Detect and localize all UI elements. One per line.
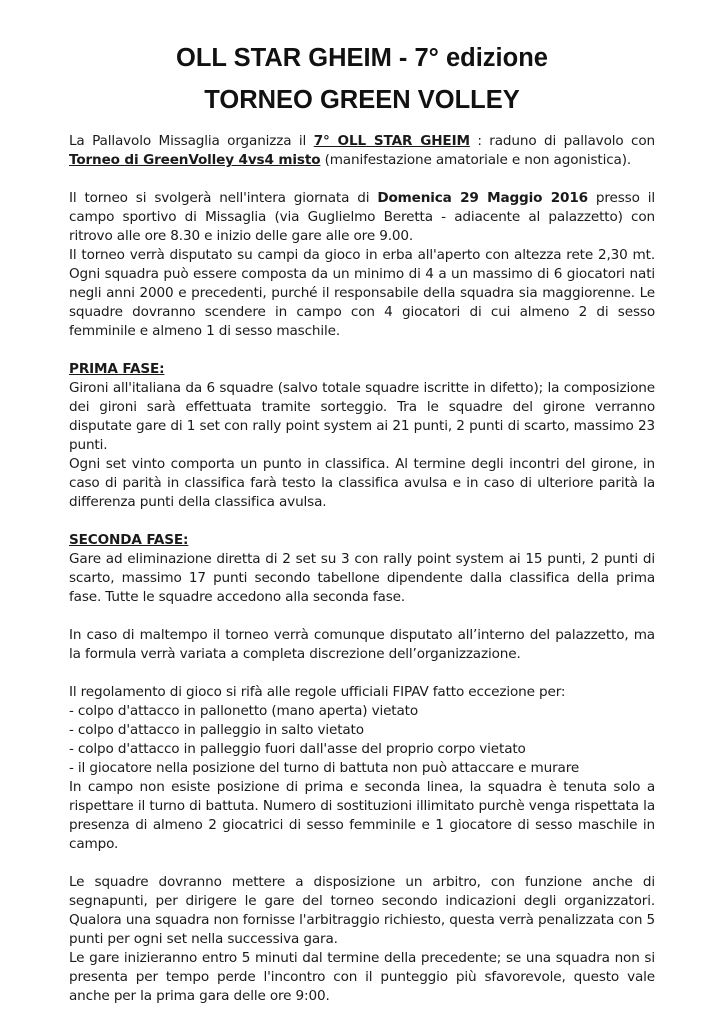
tournament-name: Torneo di GreenVolley 4vs4 misto xyxy=(69,152,321,168)
prima-fase-paragraph-2: Ogni set vinto comporta un punto in classifica. Al termine degli incontri del girone, in caso di parità in classifica farà testo la classifica avulsa e in caso di ulteriore parità la differenza punti della classifica avulsa. xyxy=(69,456,655,510)
seconda-fase-heading: SECONDA FASE: xyxy=(69,532,189,548)
date-text-2: presso il campo sportivo di Missaglia (via Guglielmo Beretta - adiacente al palazzetto) con ritrovo alle ore 8.30 e inizio delle gare alle ore 9.00. xyxy=(69,190,656,244)
list-item: - il giocatore nella posizione del turno di battuta non può attaccare e murare xyxy=(69,760,580,776)
document-title-line-1: OLL STAR GHEIM - 7° edizione xyxy=(176,44,548,72)
list-item: - colpo d'attacco in palleggio in salto vietato xyxy=(69,722,364,738)
event-date: Domenica 29 Maggio 2016 xyxy=(377,190,588,206)
arbitri-paragraph: Le squadre dovranno mettere a disposizione un arbitro, con funzione anche di segnapunti, per dirigere le gare del torneo secondo indicazioni degli organizzatori. Qualora una squadra non fornisse l'arbitraggio richiesto, questa verrà penalizzata con 5 punti per ogni set nella successiva gara. xyxy=(69,874,655,947)
intro-text: La Pallavolo Missaglia organizza il xyxy=(69,133,307,149)
prima-fase-paragraph-1: Gironi all'italiana da 6 squadre (salvo totale squadre iscritte in difetto); la composizione dei gironi sarà effettuata tramite sorteggio. Tra le squadre del girone verranno disputate gare di 1 set con rally point system ai 21 punti, 2 punti di scarto, massimo 23 punti. xyxy=(69,380,655,453)
document-body xyxy=(69,132,655,1006)
maltempo-paragraph: In caso di maltempo il torneo verrà comunque disputato all’interno del palazzetto, ma la formula verrà variata a completa discrezione dell’organizzazione. xyxy=(69,627,655,662)
date-text: Il torneo si svolgerà nell'intera giornata di xyxy=(69,190,370,206)
intro-text-2: : raduno di pallavolo con xyxy=(477,133,655,149)
date-paragraph xyxy=(69,189,655,246)
document-title-line-2: TORNEO GREEN VOLLEY xyxy=(204,86,520,114)
seconda-fase-paragraph: Gare ad eliminazione diretta di 2 set su 3 con rally point system ai 15 punti, 2 punti di scarto, massimo 17 punti secondo tabellone dipendente dalla classifica della prima fase. Tutte le squadre accedono alla seconda fase. xyxy=(69,551,655,605)
list-item: - colpo d'attacco in palleggio fuori dall'asse del proprio corpo vietato xyxy=(69,741,526,757)
inizio-gare-paragraph: Le gare inizieranno entro 5 minuti dal termine della precedente; se una squadra non si presenta per tempo perde l'incontro con il punteggio più sfavorevole, questo vale anche per la prima gara delle ore 9:00. xyxy=(69,950,655,1004)
event-name: 7° OLL STAR GHEIM xyxy=(313,133,470,149)
list-item: - colpo d'attacco in pallonetto (mano aperta) vietato xyxy=(69,703,419,719)
prima-fase-heading: PRIMA FASE: xyxy=(69,361,165,377)
regolamento-paragraph: In campo non esiste posizione di prima e seconda linea, la squadra è tenuta solo a rispettare il turno di battuta. Numero di sostituzioni illimitato purchè venga rispettata la presenza di almeno 2 giocatrici di sesso femminile e 1 giocatore di sesso maschile in campo. xyxy=(69,779,655,852)
intro-text-3: (manifestazione amatoriale e non agonistica). xyxy=(324,152,632,168)
intro-paragraph xyxy=(69,132,655,170)
regolamento-intro: Il regolamento di gioco si rifà alle regole ufficiali FIPAV fatto eccezione per: xyxy=(69,684,566,700)
rules-paragraph: Il torneo verrà disputato su campi da gioco in erba all'aperto con altezza rete 2,30 mt. Ogni squadra può essere composta da un minimo di 4 a un massimo di 6 giocatori nati negli anni 2000 e precedenti, purché il responsabile della squadra sia maggiorenne. Le squadre dovranno scendere in campo con 4 giocatori di cui almeno 2 di sesso femminile e almeno 1 di sesso maschile. xyxy=(69,247,655,339)
